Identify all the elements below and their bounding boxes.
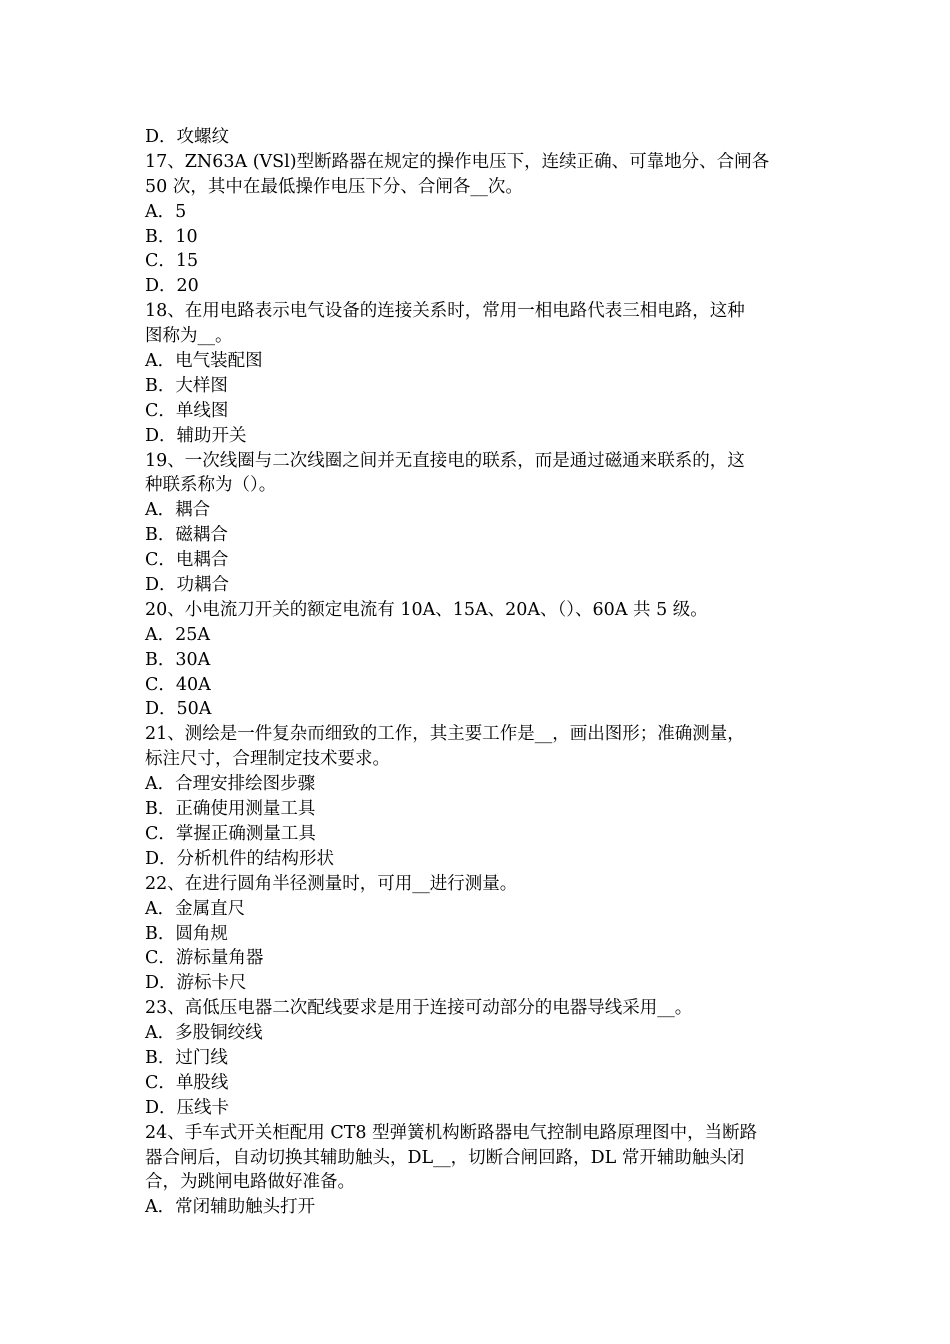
option-line: A．5 — [145, 201, 187, 222]
question-text: 器合闸后，自动切换其辅助触头，DL__，切断合闸回路，DL 常开辅助触头闭 — [145, 1147, 745, 1168]
option-line: B．大样图 — [145, 375, 228, 396]
question-text: 20、小电流刀开关的额定电流有 10A、15A、20A、（）、60A 共 5 级。 — [145, 599, 708, 620]
option-line: D．压线卡 — [145, 1097, 230, 1118]
option-line: C．40A — [145, 674, 211, 695]
option-line: B．30A — [145, 649, 211, 670]
question-text: 23、高低压电器二次配线要求是用于连接可动部分的电器导线采用__。 — [145, 998, 693, 1019]
option-line: B．10 — [145, 226, 198, 247]
question-text: 标注尺寸，合理制定技术要求。 — [145, 749, 390, 770]
option-line: C．单股线 — [145, 1072, 229, 1093]
option-line: B．过门线 — [145, 1047, 228, 1068]
option-line: C．单线图 — [145, 400, 229, 421]
option-line: C．电耦合 — [145, 550, 229, 571]
option-line: A．合理安排绘图步骤 — [145, 774, 316, 795]
option-line: A．电气装配图 — [145, 351, 263, 372]
option-line: D．攻螺纹 — [145, 127, 230, 147]
option-line: C．15 — [145, 251, 199, 272]
option-line: A．多股铜绞线 — [145, 1023, 263, 1044]
option-line: D．功耦合 — [145, 575, 230, 596]
question-text: 22、在进行圆角半径测量时，可用__进行测量。 — [145, 873, 518, 894]
option-line: A．25A — [145, 624, 211, 645]
question-text: 21、测绘是一件复杂而细致的工作，其主要工作是__，画出图形；准确测量， — [145, 724, 745, 745]
question-text: 19、一次线圈与二次线圈之间并无直接电的联系，而是通过磁通来联系的，这 — [145, 450, 745, 471]
option-line: B．磁耦合 — [145, 525, 228, 546]
question-text: 图称为__。 — [145, 326, 233, 347]
question-text: 合，为跳闸电路做好准备。 — [145, 1172, 355, 1193]
question-text: 种联系称为（）。 — [145, 475, 277, 496]
option-line: C．游标量角器 — [145, 948, 264, 969]
option-line: B．圆角规 — [145, 923, 228, 944]
option-line: D．游标卡尺 — [145, 973, 247, 994]
question-text: 18、在用电路表示电气设备的连接关系时，常用一相电路代表三相电路，这种 — [145, 301, 745, 322]
option-line: C．掌握正确测量工具 — [145, 823, 316, 844]
option-line: D．50A — [145, 699, 212, 720]
option-line: A．金属直尺 — [145, 898, 246, 919]
document-body — [145, 125, 810, 1220]
option-line: D．辅助开关 — [145, 425, 247, 446]
option-line: B．正确使用测量工具 — [145, 799, 316, 820]
question-text: 17、ZN63A (VSl)型断路器在规定的操作电压下，连续正确、可靠地分、合闸各 — [145, 151, 770, 172]
option-line: D．分析机件的结构形状 — [145, 848, 335, 869]
option-line: A．常闭辅助触头打开 — [145, 1197, 316, 1218]
option-line: A．耦合 — [145, 500, 211, 521]
question-text: 24、手车式开关柜配用 CT8 型弹簧机构断路器电气控制电路原理图中，当断路 — [145, 1122, 758, 1143]
question-text: 50 次，其中在最低操作电压下分、合闸各__次。 — [145, 176, 523, 197]
option-line: D．20 — [145, 276, 199, 297]
